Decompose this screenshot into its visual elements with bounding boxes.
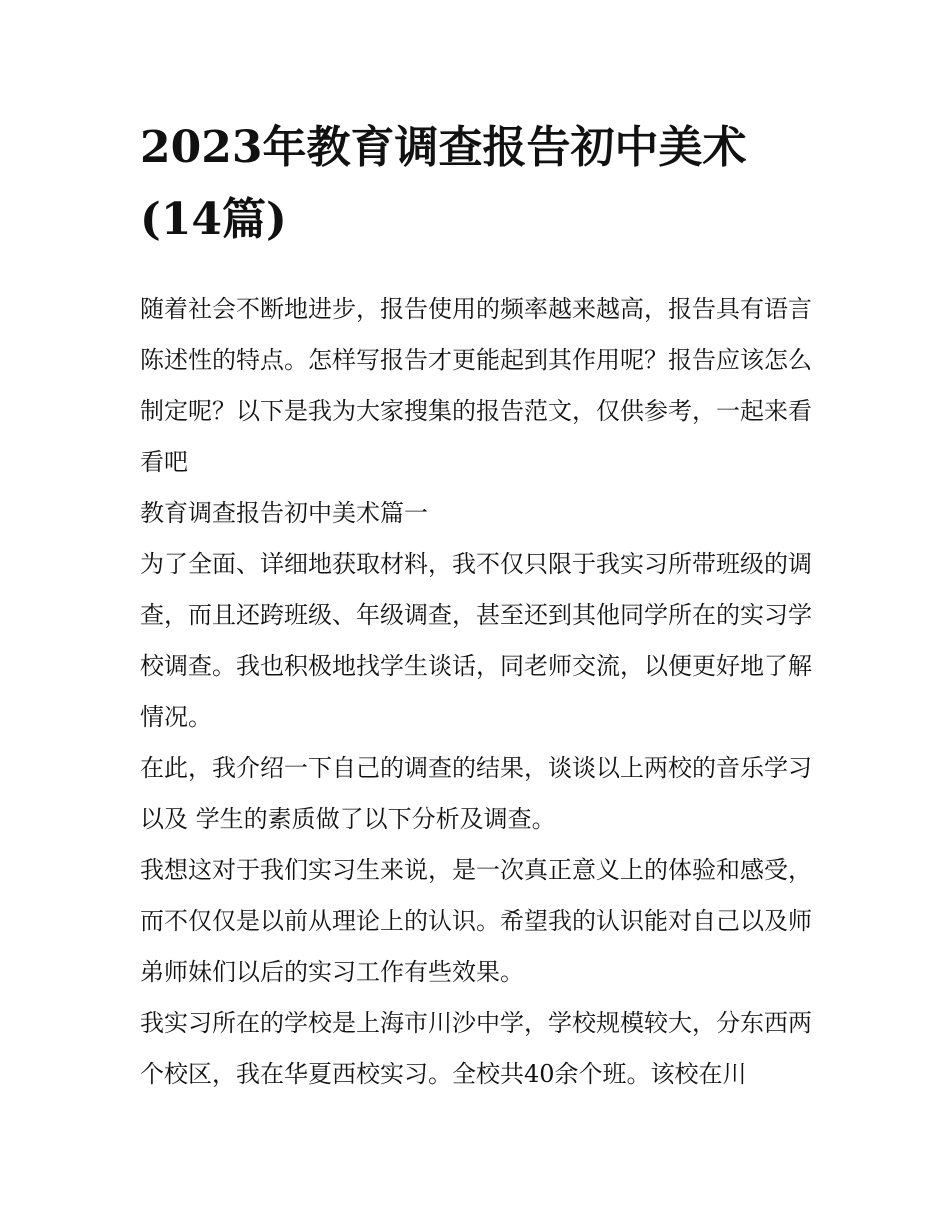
intro-paragraph: 随着社会不断地进步，报告使用的频率越来越高，报告具有语言陈述性的特点。怎样写报告才更能起到其作用呢？报告应该怎么制定呢？以下是我为大家搜集的报告范文，仅供参考，一起来看看吧 (140, 295, 812, 476)
body-paragraph: 为了全面、详细地获取材料，我不仅只限于我实习所带班级的调查，而且还跨班级、年级调查，甚至还到其他同学所在的实习学校调查。我也积极地找学生谈话，同老师交流，以便更好地了解情况。 (140, 550, 812, 731)
body-paragraph: 我想这对于我们实习生来说，是一次真正意义上的体验和感受，而不仅仅是以前从理论上的认识。希望我的认识能对自己以及师弟师妹们以后的实习工作有些效果。 (140, 856, 812, 986)
document-title: 2023年教育调查报告初中美术(14篇) (140, 122, 747, 245)
section-heading: 教育调查报告初中美术篇一 (140, 499, 428, 527)
body-paragraph: 我实习所在的学校是上海市川沙中学，学校规模较大，分东西两个校区，我在华夏西校实习。全校共40余个班。该校在川 (140, 1009, 812, 1088)
body-paragraph: 在此，我介绍一下自己的调查的结果，谈谈以上两校的音乐学习以及 学生的素质做了以下分析及调查。 (140, 754, 812, 833)
document-body (140, 112, 812, 1100)
